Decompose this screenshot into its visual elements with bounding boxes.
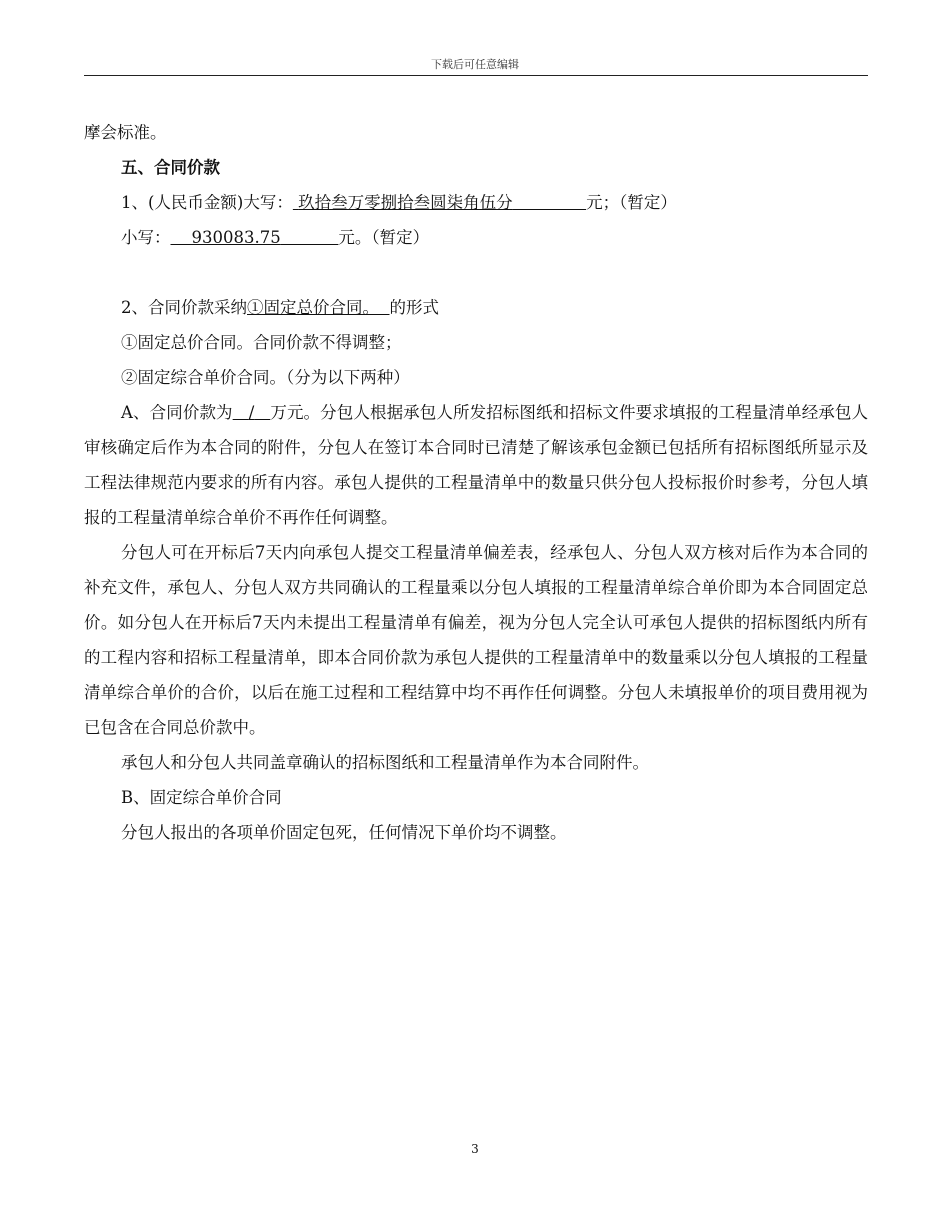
contract-form-line — [84, 290, 868, 325]
contract-form-suffix: 的形式 — [389, 298, 439, 317]
header-rule — [84, 75, 868, 76]
paragraph-b: 分包人可在开标后7天内向承包人提交工程量清单偏差表，经承包人、分包人双方核对后作为本合同的补充文件，承包人、分包人双方共同确认的工程量乘以分包人填报的工程量清单综合单价即为本合同固定总价。如分包人在开标后7天内未提出工程量清单有偏差，视为分包人完全认可承包人提供的招标图纸内所有的工程内容和招标工程量清单，即本合同价款为承包人提供的工程量清单中的数量乘以分包人填报的工程量清单综合单价的合价，以后在施工过程和工程结算中均不再作任何调整。分包人未填报单价的项目费用视为已包含在合同总价款中。 — [84, 543, 868, 737]
page-header: 下载后可任意编辑 — [431, 58, 519, 71]
contract-form-value: ①固定总价合同。 — [247, 298, 379, 317]
amount-lower-label: 小写： — [121, 228, 171, 247]
option-1: ①固定总价合同。合同价款不得调整； — [121, 333, 402, 352]
amount-upper-line — [84, 185, 868, 220]
amount-lower-line — [84, 220, 868, 255]
amount-upper-value: 玖拾叁万零捌拾叁圆柒角伍分 — [298, 193, 513, 212]
option-2: ②固定综合单价合同。（分为以下两种） — [121, 368, 410, 387]
document-body — [84, 115, 868, 850]
blank-line — [84, 255, 868, 290]
paragraph-a-value: / — [248, 403, 255, 422]
contract-form-prefix: 2、合同价款采纳 — [121, 298, 247, 317]
paragraph-d: B、固定综合单价合同 — [121, 788, 282, 807]
paragraph-a-prefix: A、合同价款为 — [121, 403, 233, 422]
continued-line: 摩会标准。 — [84, 123, 167, 142]
amount-upper-label: 1、(人民币金额)大写： — [121, 193, 293, 212]
amount-lower-value: 930083.75 — [191, 228, 281, 247]
amount-lower-suffix: 元。（暂定） — [338, 228, 430, 247]
page-number: 3 — [471, 1142, 479, 1156]
paragraph-c: 承包人和分包人共同盖章确认的招标图纸和工程量清单作为本合同附件。 — [121, 753, 649, 772]
paragraph-a — [84, 395, 868, 535]
paragraph-e: 分包人报出的各项单价固定包死，任何情况下单价均不调整。 — [121, 823, 567, 842]
section-title: 五、合同价款 — [121, 158, 220, 177]
paragraph-a-body: 万元。分包人根据承包人所发招标图纸和招标文件要求填报的工程量清单经承包人审核确定后作为本合同的附件，分包人在签订本合同时已清楚了解该承包金额已包括所有招标图纸所显示及工程法律规范内要求的所有内容。承包人提供的工程量清单中的数量只供分包人投标报价时参考，分包人填报的工程量清单综合单价不再作任何调整。 — [84, 403, 869, 527]
amount-upper-suffix: 元；（暂定） — [586, 193, 677, 212]
